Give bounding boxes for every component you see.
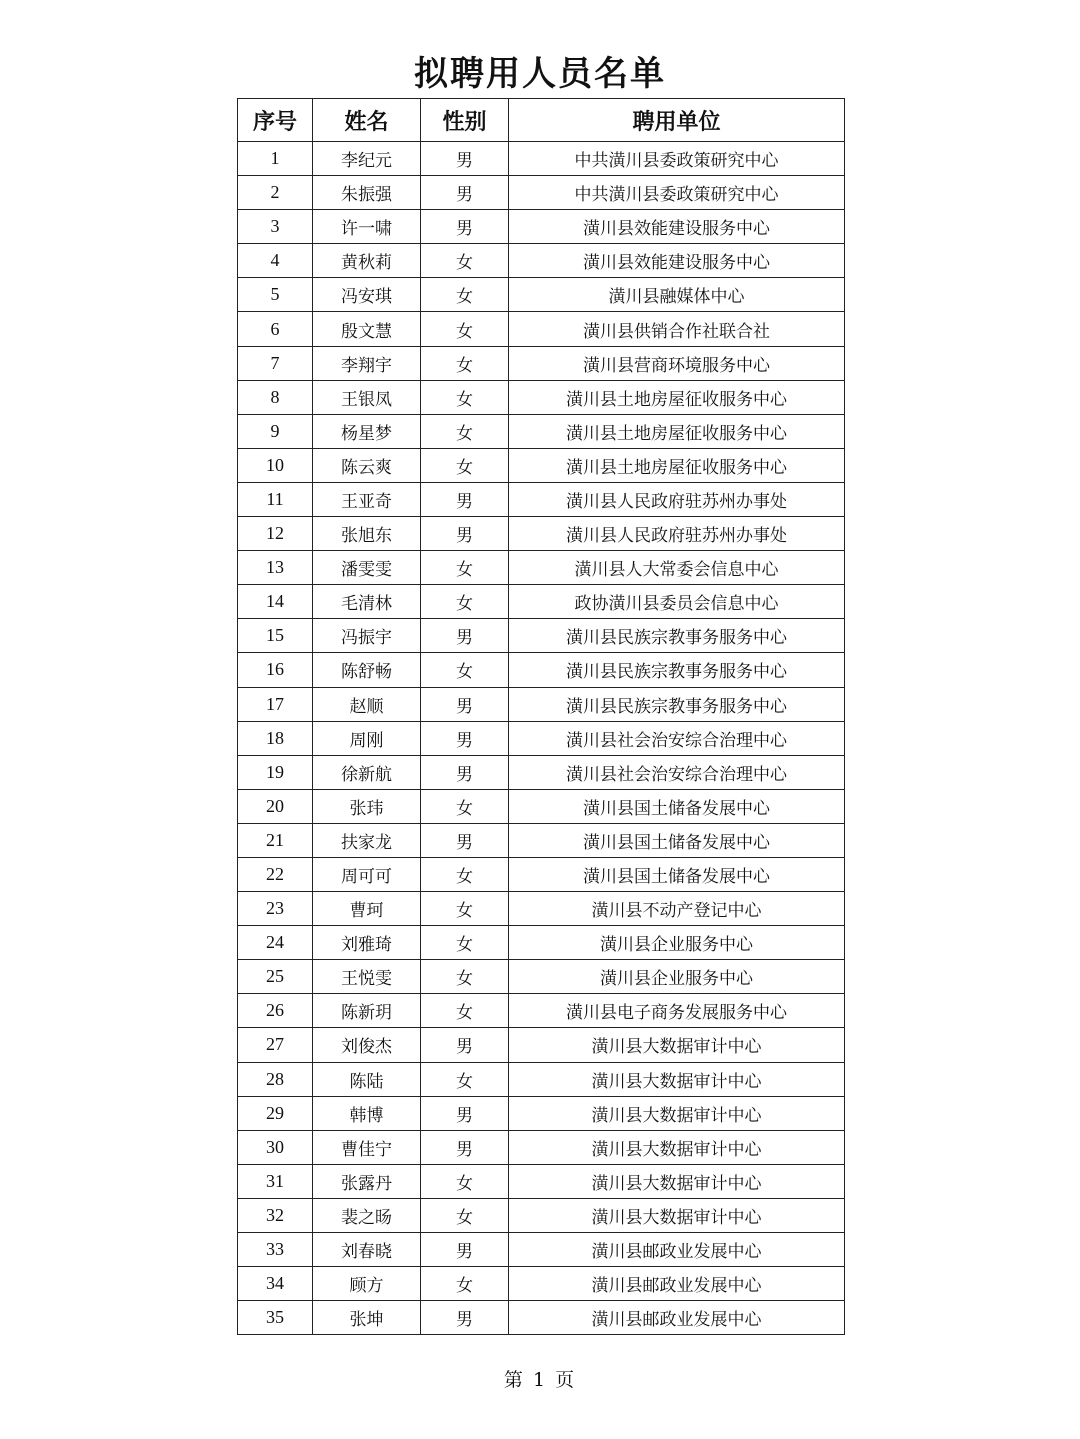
cell-gender: 男 bbox=[421, 823, 509, 857]
cell-gender: 男 bbox=[421, 721, 509, 755]
cell-name: 王亚奇 bbox=[313, 482, 421, 516]
table-row bbox=[238, 1096, 845, 1130]
cell-name: 潘雯雯 bbox=[313, 551, 421, 585]
cell-index: 11 bbox=[238, 482, 313, 516]
cell-index: 24 bbox=[238, 926, 313, 960]
cell-index: 1 bbox=[238, 142, 313, 176]
cell-name: 黄秋莉 bbox=[313, 244, 421, 278]
cell-name: 殷文慧 bbox=[313, 312, 421, 346]
cell-index: 29 bbox=[238, 1096, 313, 1130]
table-row bbox=[238, 1164, 845, 1198]
cell-gender: 男 bbox=[421, 210, 509, 244]
cell-unit: 潢川县效能建设服务中心 bbox=[509, 210, 845, 244]
cell-name: 冯振宇 bbox=[313, 619, 421, 653]
cell-unit: 潢川县大数据审计中心 bbox=[509, 1062, 845, 1096]
cell-unit: 潢川县国土储备发展中心 bbox=[509, 857, 845, 891]
cell-gender: 女 bbox=[421, 653, 509, 687]
cell-unit: 潢川县效能建设服务中心 bbox=[509, 244, 845, 278]
cell-gender: 女 bbox=[421, 1267, 509, 1301]
cell-index: 30 bbox=[238, 1130, 313, 1164]
cell-unit: 潢川县不动产登记中心 bbox=[509, 892, 845, 926]
table-row bbox=[238, 585, 845, 619]
cell-name: 刘俊杰 bbox=[313, 1028, 421, 1062]
cell-gender: 男 bbox=[421, 1301, 509, 1335]
table-row bbox=[238, 857, 845, 891]
cell-name: 周刚 bbox=[313, 721, 421, 755]
cell-index: 3 bbox=[238, 210, 313, 244]
cell-index: 26 bbox=[238, 994, 313, 1028]
cell-gender: 女 bbox=[421, 1198, 509, 1232]
cell-gender: 女 bbox=[421, 926, 509, 960]
table-row bbox=[238, 823, 845, 857]
cell-index: 16 bbox=[238, 653, 313, 687]
page-number: 第 1 页 bbox=[503, 1369, 577, 1391]
cell-index: 20 bbox=[238, 789, 313, 823]
cell-gender: 女 bbox=[421, 994, 509, 1028]
header-row bbox=[238, 99, 845, 142]
cell-name: 刘春晓 bbox=[313, 1233, 421, 1267]
cell-gender: 女 bbox=[421, 414, 509, 448]
cell-name: 李翔宇 bbox=[313, 346, 421, 380]
cell-index: 31 bbox=[238, 1164, 313, 1198]
cell-name: 曹佳宁 bbox=[313, 1130, 421, 1164]
table-row bbox=[238, 1062, 845, 1096]
cell-unit: 潢川县土地房屋征收服务中心 bbox=[509, 414, 845, 448]
table-row bbox=[238, 210, 845, 244]
cell-name: 毛清林 bbox=[313, 585, 421, 619]
cell-gender: 女 bbox=[421, 551, 509, 585]
cell-name: 李纪元 bbox=[313, 142, 421, 176]
cell-gender: 女 bbox=[421, 1164, 509, 1198]
table-row bbox=[238, 926, 845, 960]
cell-index: 13 bbox=[238, 551, 313, 585]
cell-unit: 潢川县邮政业发展中心 bbox=[509, 1301, 845, 1335]
cell-index: 22 bbox=[238, 857, 313, 891]
table-row bbox=[238, 517, 845, 551]
cell-unit: 潢川县大数据审计中心 bbox=[509, 1198, 845, 1232]
cell-index: 17 bbox=[238, 687, 313, 721]
table-row bbox=[238, 687, 845, 721]
cell-name: 刘雅琦 bbox=[313, 926, 421, 960]
cell-gender: 男 bbox=[421, 517, 509, 551]
header-unit: 聘用单位 bbox=[509, 99, 845, 142]
table-row bbox=[238, 1130, 845, 1164]
cell-index: 27 bbox=[238, 1028, 313, 1062]
cell-gender: 女 bbox=[421, 312, 509, 346]
cell-index: 23 bbox=[238, 892, 313, 926]
cell-name: 王银凤 bbox=[313, 380, 421, 414]
cell-index: 33 bbox=[238, 1233, 313, 1267]
cell-name: 张坤 bbox=[313, 1301, 421, 1335]
cell-index: 2 bbox=[238, 176, 313, 210]
cell-index: 32 bbox=[238, 1198, 313, 1232]
cell-gender: 女 bbox=[421, 789, 509, 823]
cell-gender: 女 bbox=[421, 857, 509, 891]
cell-unit: 潢川县企业服务中心 bbox=[509, 960, 845, 994]
page-title: 拟聘用人员名单 bbox=[414, 54, 666, 94]
cell-unit: 潢川县营商环境服务中心 bbox=[509, 346, 845, 380]
table-row bbox=[238, 994, 845, 1028]
cell-gender: 男 bbox=[421, 619, 509, 653]
cell-gender: 女 bbox=[421, 244, 509, 278]
cell-unit: 潢川县大数据审计中心 bbox=[509, 1028, 845, 1062]
cell-name: 朱振强 bbox=[313, 176, 421, 210]
cell-name: 陈新玥 bbox=[313, 994, 421, 1028]
cell-unit: 潢川县人民政府驻苏州办事处 bbox=[509, 482, 845, 516]
cell-unit: 潢川县企业服务中心 bbox=[509, 926, 845, 960]
cell-index: 12 bbox=[238, 517, 313, 551]
table-row bbox=[238, 1301, 845, 1335]
header-index: 序号 bbox=[238, 99, 313, 142]
cell-name: 冯安琪 bbox=[313, 278, 421, 312]
cell-index: 4 bbox=[238, 244, 313, 278]
cell-unit: 中共潢川县委政策研究中心 bbox=[509, 176, 845, 210]
cell-gender: 女 bbox=[421, 448, 509, 482]
table-row bbox=[238, 142, 845, 176]
cell-gender: 男 bbox=[421, 687, 509, 721]
cell-index: 14 bbox=[238, 585, 313, 619]
cell-unit: 潢川县融媒体中心 bbox=[509, 278, 845, 312]
cell-unit: 潢川县民族宗教事务服务中心 bbox=[509, 653, 845, 687]
cell-index: 21 bbox=[238, 823, 313, 857]
table-row bbox=[238, 176, 845, 210]
cell-gender: 男 bbox=[421, 142, 509, 176]
cell-gender: 女 bbox=[421, 585, 509, 619]
table-row bbox=[238, 414, 845, 448]
cell-unit: 潢川县供销合作社联合社 bbox=[509, 312, 845, 346]
cell-unit: 潢川县电子商务发展服务中心 bbox=[509, 994, 845, 1028]
cell-index: 9 bbox=[238, 414, 313, 448]
table-row bbox=[238, 619, 845, 653]
cell-gender: 女 bbox=[421, 380, 509, 414]
table-row bbox=[238, 244, 845, 278]
cell-unit: 潢川县国土储备发展中心 bbox=[509, 823, 845, 857]
cell-name: 张玮 bbox=[313, 789, 421, 823]
cell-unit: 潢川县社会治安综合治理中心 bbox=[509, 755, 845, 789]
cell-index: 10 bbox=[238, 448, 313, 482]
table-row bbox=[238, 755, 845, 789]
cell-name: 张露丹 bbox=[313, 1164, 421, 1198]
cell-unit: 潢川县人民政府驻苏州办事处 bbox=[509, 517, 845, 551]
cell-gender: 男 bbox=[421, 1233, 509, 1267]
cell-index: 7 bbox=[238, 346, 313, 380]
table-row bbox=[238, 346, 845, 380]
cell-gender: 女 bbox=[421, 278, 509, 312]
cell-unit: 潢川县土地房屋征收服务中心 bbox=[509, 448, 845, 482]
cell-name: 周可可 bbox=[313, 857, 421, 891]
cell-gender: 男 bbox=[421, 755, 509, 789]
table-row bbox=[238, 448, 845, 482]
cell-gender: 男 bbox=[421, 1096, 509, 1130]
table-row bbox=[238, 1198, 845, 1232]
cell-unit: 潢川县邮政业发展中心 bbox=[509, 1233, 845, 1267]
cell-gender: 女 bbox=[421, 960, 509, 994]
cell-name: 扶家龙 bbox=[313, 823, 421, 857]
cell-gender: 男 bbox=[421, 1028, 509, 1062]
cell-gender: 女 bbox=[421, 892, 509, 926]
cell-name: 曹珂 bbox=[313, 892, 421, 926]
cell-unit: 潢川县人大常委会信息中心 bbox=[509, 551, 845, 585]
cell-name: 陈云爽 bbox=[313, 448, 421, 482]
cell-unit: 潢川县大数据审计中心 bbox=[509, 1164, 845, 1198]
table-row bbox=[238, 789, 845, 823]
cell-gender: 男 bbox=[421, 482, 509, 516]
cell-unit: 中共潢川县委政策研究中心 bbox=[509, 142, 845, 176]
cell-name: 裴之旸 bbox=[313, 1198, 421, 1232]
cell-name: 张旭东 bbox=[313, 517, 421, 551]
cell-index: 34 bbox=[238, 1267, 313, 1301]
cell-unit: 潢川县大数据审计中心 bbox=[509, 1130, 845, 1164]
header-name: 姓名 bbox=[313, 99, 421, 142]
table-row bbox=[238, 312, 845, 346]
roster-table bbox=[237, 98, 845, 1335]
cell-unit: 政协潢川县委员会信息中心 bbox=[509, 585, 845, 619]
cell-unit: 潢川县大数据审计中心 bbox=[509, 1096, 845, 1130]
cell-name: 陈舒畅 bbox=[313, 653, 421, 687]
cell-unit: 潢川县民族宗教事务服务中心 bbox=[509, 687, 845, 721]
cell-unit: 潢川县土地房屋征收服务中心 bbox=[509, 380, 845, 414]
table-row bbox=[238, 482, 845, 516]
cell-gender: 女 bbox=[421, 1062, 509, 1096]
table-row bbox=[238, 892, 845, 926]
table-row bbox=[238, 721, 845, 755]
table-row bbox=[238, 1028, 845, 1062]
cell-name: 王悦雯 bbox=[313, 960, 421, 994]
table-row bbox=[238, 278, 845, 312]
cell-name: 许一啸 bbox=[313, 210, 421, 244]
table-row bbox=[238, 960, 845, 994]
table-row bbox=[238, 1267, 845, 1301]
cell-index: 28 bbox=[238, 1062, 313, 1096]
cell-gender: 男 bbox=[421, 1130, 509, 1164]
cell-index: 18 bbox=[238, 721, 313, 755]
cell-index: 5 bbox=[238, 278, 313, 312]
table-row bbox=[238, 653, 845, 687]
cell-unit: 潢川县国土储备发展中心 bbox=[509, 789, 845, 823]
cell-unit: 潢川县民族宗教事务服务中心 bbox=[509, 619, 845, 653]
cell-index: 15 bbox=[238, 619, 313, 653]
cell-index: 8 bbox=[238, 380, 313, 414]
cell-name: 顾方 bbox=[313, 1267, 421, 1301]
cell-name: 徐新航 bbox=[313, 755, 421, 789]
cell-gender: 女 bbox=[421, 346, 509, 380]
cell-unit: 潢川县邮政业发展中心 bbox=[509, 1267, 845, 1301]
table-row bbox=[238, 380, 845, 414]
table-body bbox=[238, 142, 845, 1335]
cell-index: 6 bbox=[238, 312, 313, 346]
cell-gender: 男 bbox=[421, 176, 509, 210]
table-row bbox=[238, 1233, 845, 1267]
table-row bbox=[238, 551, 845, 585]
cell-name: 赵顺 bbox=[313, 687, 421, 721]
cell-name: 杨星梦 bbox=[313, 414, 421, 448]
cell-index: 35 bbox=[238, 1301, 313, 1335]
cell-name: 陈陆 bbox=[313, 1062, 421, 1096]
cell-index: 19 bbox=[238, 755, 313, 789]
header-gender: 性别 bbox=[421, 99, 509, 142]
cell-name: 韩博 bbox=[313, 1096, 421, 1130]
cell-index: 25 bbox=[238, 960, 313, 994]
cell-unit: 潢川县社会治安综合治理中心 bbox=[509, 721, 845, 755]
